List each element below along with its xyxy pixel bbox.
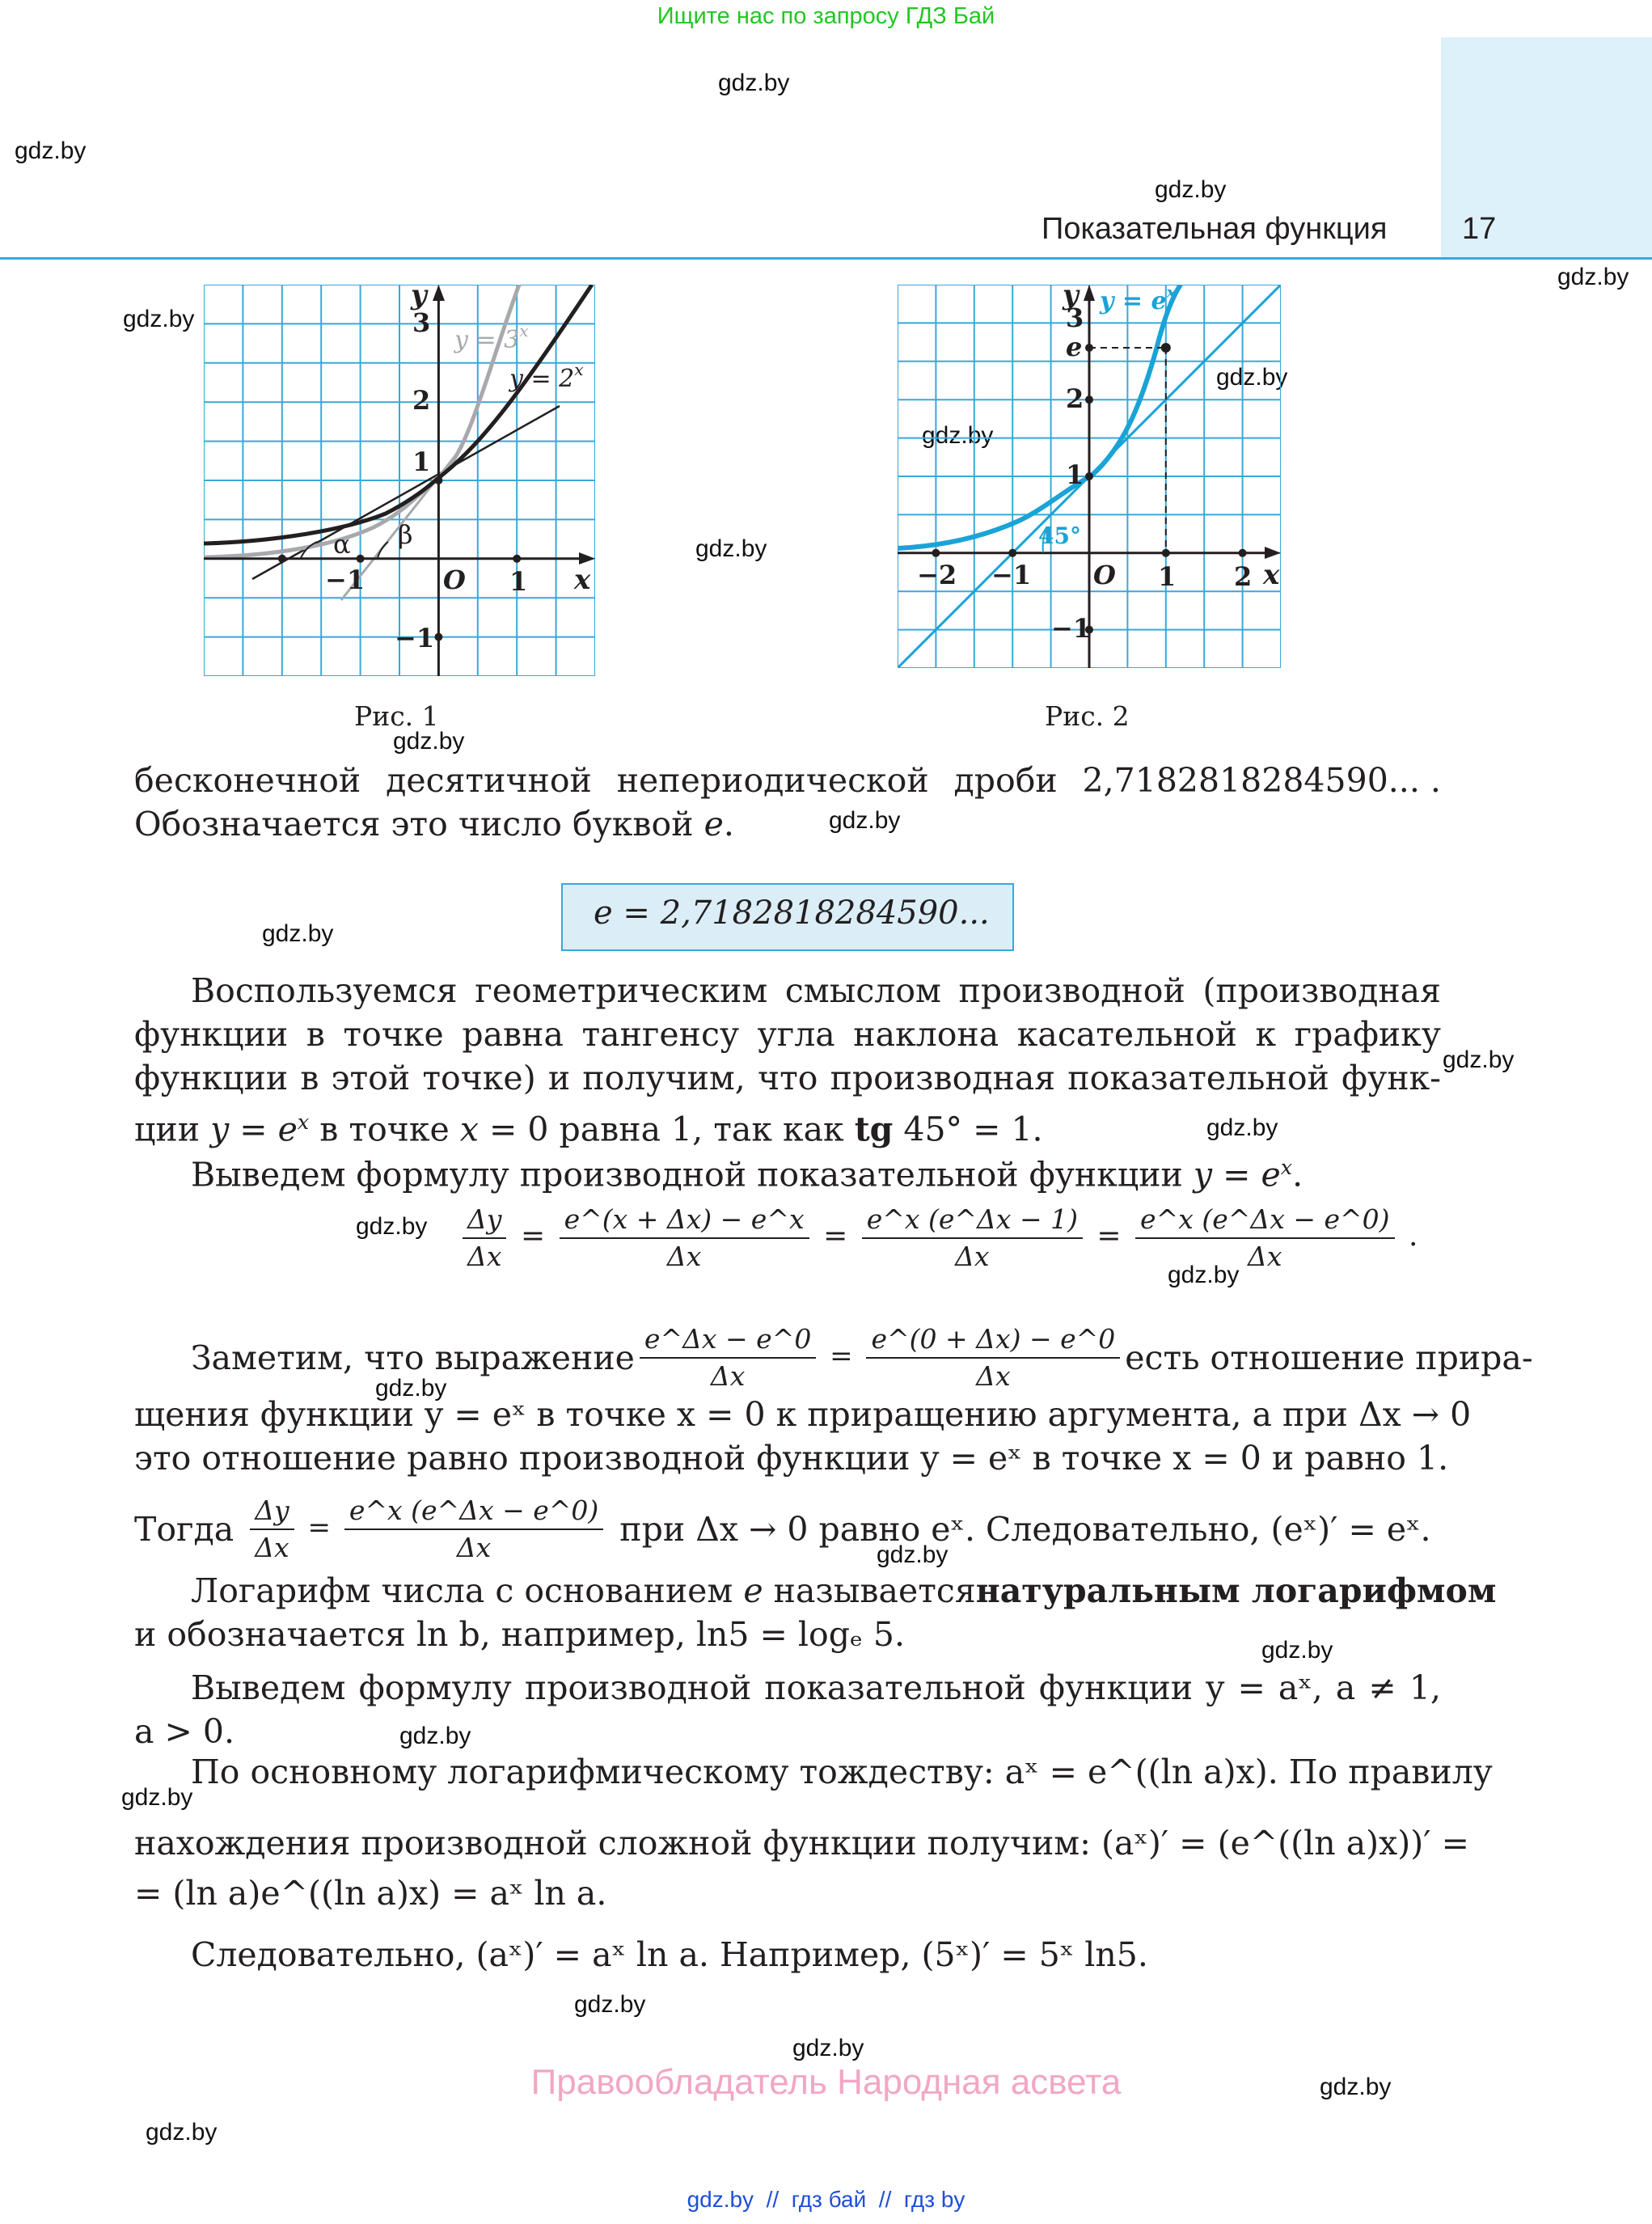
fig2-point <box>1162 549 1170 557</box>
watermark: gdz.by <box>121 1784 193 1811</box>
watermark: gdz.by <box>15 137 87 164</box>
text-line: По основному логарифмическому тождеству: aˣ = e^((ln a)x). По правилу <box>191 1753 1493 1791</box>
fig1-point <box>434 633 442 641</box>
text-line: Следовательно, (aˣ)′ = aˣ ln a. Например, (5ˣ)′ = 5ˣ ln5. <box>191 1935 1148 1974</box>
watermark: gdz.by <box>393 728 465 755</box>
watermark: gdz.by <box>695 535 767 562</box>
fig1-y-arrow <box>433 285 445 301</box>
text-line: = (ln a)e^((ln a)x) = aˣ ln a. <box>134 1874 607 1913</box>
text-line: функции в этой точке) и получим, что производная показательной функ- <box>134 1059 1441 1097</box>
fig1-label-beta: β <box>398 519 413 550</box>
text-line: Обозначается это число буквой e. <box>134 805 734 844</box>
e-definition: e = 2,7182818284590... <box>594 894 990 932</box>
fig2-label-ex: $y = e^x$ <box>1100 285 1177 315</box>
watermark: gdz.by <box>399 1723 471 1749</box>
fig2-label-origin: O <box>1093 560 1116 590</box>
fig2-caption: Рис. 2 <box>1045 700 1130 732</box>
watermark: gdz.by <box>1320 2074 1392 2100</box>
fig1-angle-beta-arc <box>378 542 388 558</box>
text-line: Тогда $\frac{\Delta y}{\Delta x}$ = $\frac{e\^{}x (e\^{}\Delta x - e\^{}0)}{\Delta x}$ при Δx → 0 равно eˣ. Следовательно, (eˣ)′ = eˣ. <box>134 1495 1431 1563</box>
watermark: gdz.by <box>262 920 334 947</box>
fig2-point <box>1085 344 1093 352</box>
figure-1 <box>204 285 595 676</box>
watermark: gdz.by <box>1261 1637 1333 1664</box>
fig2-point <box>1008 549 1016 557</box>
fig2-point <box>1161 343 1171 353</box>
word: десятичной <box>386 761 592 800</box>
fig1-label-3x: $y = 3^x$ <box>454 321 529 354</box>
text-line: функции в точке равна тангенсу угла наклона касательной к графику <box>134 1015 1441 1054</box>
fig2-label-x: x <box>1263 559 1280 591</box>
fig2-label-x2: 2 <box>1234 561 1253 592</box>
fig2-curve-ex <box>898 285 1181 548</box>
fig2-label-y1: 1 <box>1066 459 1084 490</box>
watermark: gdz.by <box>718 70 790 96</box>
fig1-point <box>513 555 521 563</box>
fig1-label-y: y <box>411 285 427 311</box>
fig1-point <box>357 555 365 563</box>
fig2-label-y3: 3 <box>1066 302 1084 333</box>
fig1-label-x1: 1 <box>509 566 528 597</box>
header-rule <box>0 257 1652 260</box>
figure-2 <box>898 285 1281 668</box>
text-line: Заметим, что выражение $\frac{e\^{}\Delta x - e\^{}0}{\Delta x}$ = $\frac{e\^{}(0 + \Delta x) - e\^{}0}{\Delta x}$ есть отношение прира- <box>191 1323 1533 1392</box>
fig2-point <box>932 549 940 557</box>
text-line: нахождения производной сложной функции получим: (aˣ)′ = (e^((ln a)x))′ = <box>134 1824 1469 1862</box>
fig2-label-y: y <box>1063 285 1079 311</box>
watermark: gdz.by <box>792 2035 864 2061</box>
fig2-label-x1: 1 <box>1158 561 1177 592</box>
fig2-label-angle: 45° <box>1038 522 1081 549</box>
watermark: gdz.by <box>1216 364 1288 391</box>
fig1-axes <box>204 291 584 676</box>
fig1-grid <box>204 285 595 676</box>
fig1-label-2x: $y = 2^x$ <box>509 360 584 393</box>
text-line: Выведем формулу производной показательной функции $y = e^x$. <box>191 1155 1303 1194</box>
fig1-label-xm1: −1 <box>325 564 365 595</box>
fig1-label-origin: O <box>443 564 466 595</box>
fig2-point <box>1085 395 1093 404</box>
fig2-label-y2: 2 <box>1066 383 1084 414</box>
word: дроби <box>953 761 1058 800</box>
fig1-label-y1: 1 <box>412 446 431 477</box>
watermark: gdz.by <box>1168 1262 1240 1288</box>
fig2-point <box>1085 472 1093 480</box>
watermark: gdz.by <box>877 1541 949 1568</box>
text-line: и обозначается ln b, например, ln5 = logₑ 5. <box>134 1615 905 1654</box>
word: 2,7182818284590... . <box>1082 761 1441 800</box>
fig2-label-xm2: −2 <box>917 560 957 590</box>
text-line: это отношение равно производной функции y = eˣ в точке x = 0 и равно 1. <box>134 1439 1449 1478</box>
fig1-label-ym1: −1 <box>395 623 435 653</box>
watermark: gdz.by <box>1206 1114 1278 1141</box>
watermark: gdz.by <box>1155 176 1227 203</box>
rights-holder: Правообладатель Народная асвета <box>530 2062 1122 2102</box>
equation-derivative: $\frac{\Delta y}{\Delta x}$ = $\frac{e\^{}(x + \Delta x) - e\^{}x}{\Delta x}$ = $\frac{e\^{}x (e\^{}\Delta x - 1)}{\Delta x}$ = $\frac{e\^{}x (e\^{}\Delta x - e\^{}0)}{\Delta x}$ . <box>458 1203 1418 1273</box>
text-line <box>134 759 1441 802</box>
fig2-label-xm1: −1 <box>991 560 1032 590</box>
fig2-point <box>1239 549 1247 557</box>
fig1-label-y3: 3 <box>412 307 431 338</box>
text-line: Логарифм числа с основанием e называется натуральным логарифмом <box>191 1571 1497 1610</box>
watermark: gdz.by <box>375 1375 447 1402</box>
watermark: gdz.by <box>123 306 195 332</box>
fig1-point <box>278 555 286 563</box>
fig1-x-arrow <box>579 552 595 564</box>
page-number: 17 <box>1462 212 1497 246</box>
fig2-label-ye: e <box>1066 332 1083 362</box>
watermark: gdz.by <box>922 422 994 449</box>
fig1-caption: Рис. 1 <box>354 700 439 732</box>
fig2-y-arrow <box>1084 285 1095 301</box>
bottom-links[interactable]: gdz.by // гдз бай // гдз by <box>687 2187 965 2212</box>
text-line: щения функции y = eˣ в точке x = 0 к приращению аргумента, а при Δx → 0 <box>134 1395 1472 1434</box>
watermark: gdz.by <box>146 2119 218 2146</box>
watermark: gdz.by <box>574 1991 646 2018</box>
word: непериодической <box>616 761 929 800</box>
text-line: Выведем формулу производной показательной функции y = aˣ, a ≠ 1, <box>191 1668 1441 1707</box>
watermark: gdz.by <box>1443 1046 1515 1073</box>
fig1-tangent-line <box>252 406 560 579</box>
top-banner[interactable]: Ищите нас по запросу ГДЗ Бай <box>657 3 995 29</box>
watermark: gdz.by <box>829 807 901 834</box>
header-title: Показательная функция <box>1041 212 1388 246</box>
watermark: gdz.by <box>1557 264 1629 290</box>
fig1-label-x: x <box>574 564 591 596</box>
word: бесконечной <box>134 761 361 800</box>
fig2-label-ym1: −1 <box>1051 613 1092 644</box>
text-line: a > 0. <box>134 1712 234 1751</box>
fig1-label-alpha: α <box>333 529 351 560</box>
fig1-point <box>434 476 442 484</box>
watermark: gdz.by <box>356 1213 428 1240</box>
text-line: Воспользуемся геометрическим смыслом производной (производная <box>191 971 1441 1010</box>
text-line: ции $y = e^x$ в точке x = 0 равна 1, так как tg 45° = 1. <box>134 1110 1043 1149</box>
fig2-x-arrow <box>1265 547 1281 559</box>
fig1-label-y2: 2 <box>412 385 431 416</box>
